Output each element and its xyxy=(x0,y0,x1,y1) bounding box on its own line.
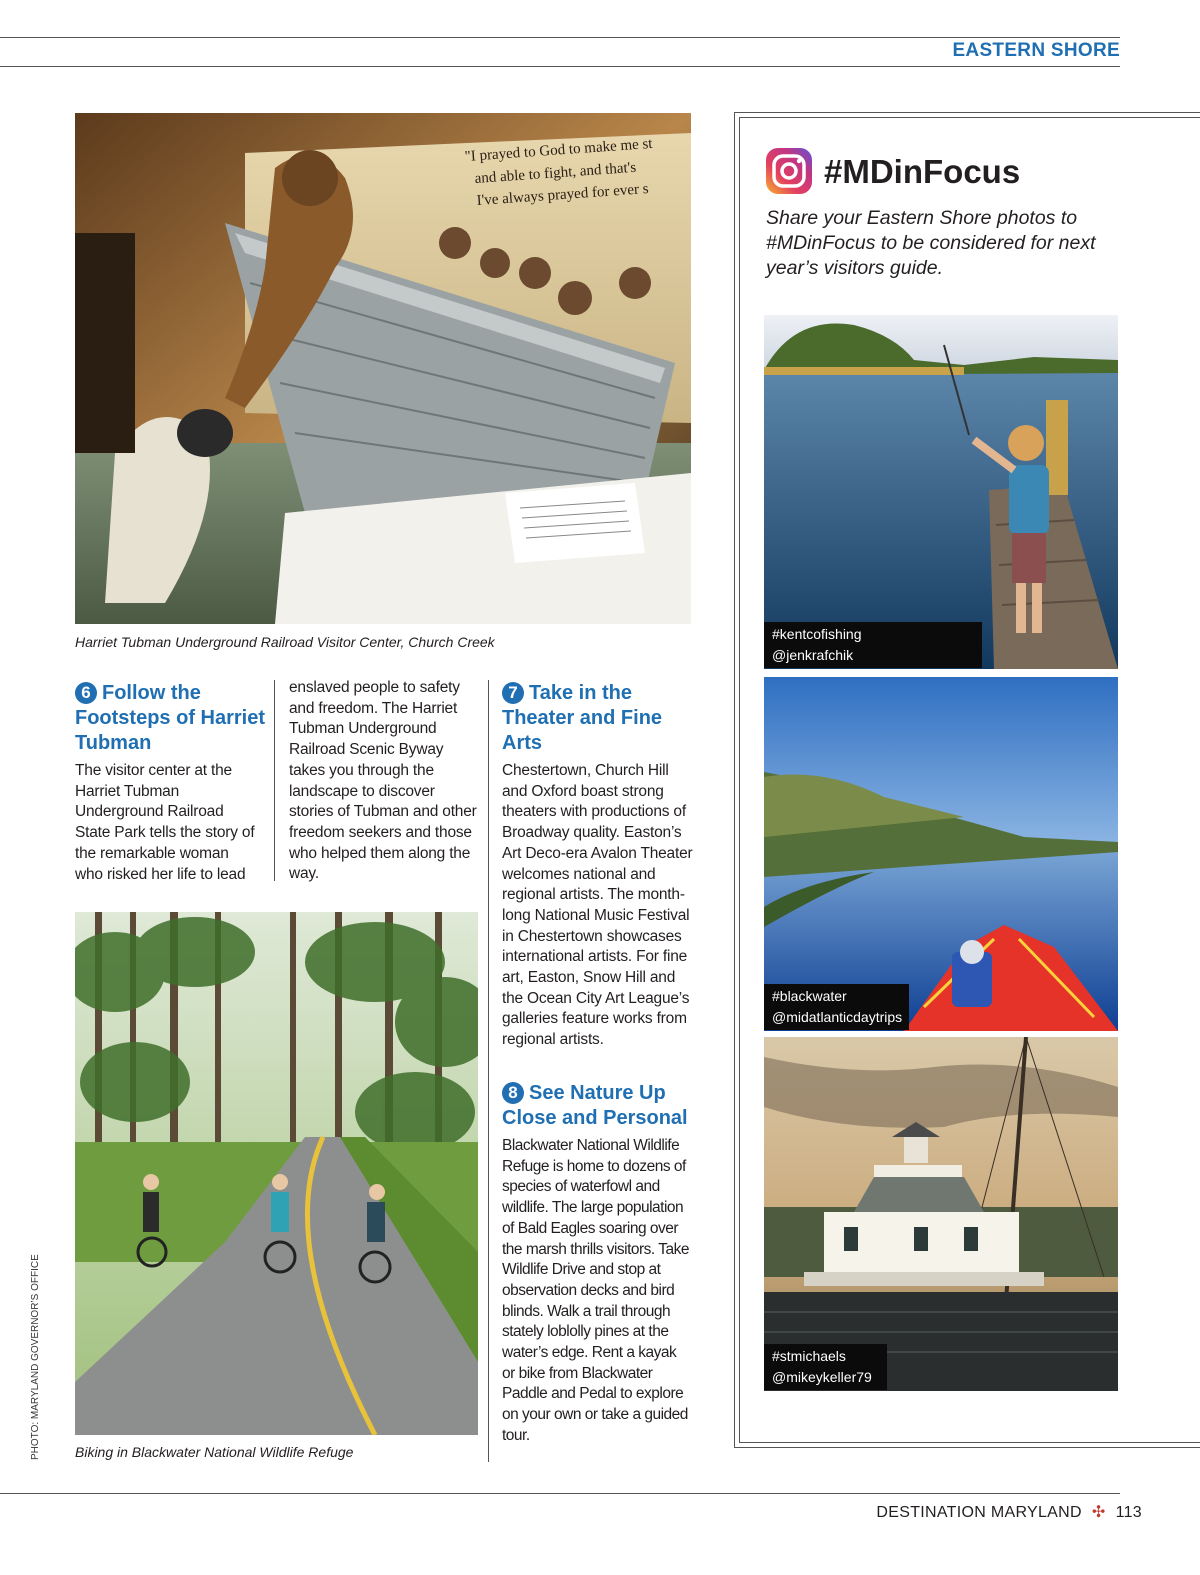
sidebar-photo-3-user: @mikeykeller79 xyxy=(772,1369,872,1385)
footer xyxy=(876,1502,1142,1522)
instagram-icon[interactable] xyxy=(766,148,812,194)
article-6-body-col2: enslaved people to safety and freedom. The Harriet Tubman Underground Railroad Scenic Byway takes you through the landscape to discover stories of Tubman and other freedom seekers and those who helped them along the way. xyxy=(289,679,477,883)
footer-ornament-icon: ✣ xyxy=(1091,1504,1106,1521)
sidebar-photo-fishing xyxy=(764,315,1118,669)
article-7-heading xyxy=(502,681,687,756)
article-6-number: 6 xyxy=(75,682,97,704)
svg-text:and able to fight, and that's: and able to fight, and that's xyxy=(474,159,637,187)
footer-publication: DESTINATION MARYLAND xyxy=(876,1504,1082,1521)
column-divider-2 xyxy=(488,680,489,1462)
article-6-heading xyxy=(75,681,275,756)
article-6-body-col1: The visitor center at the Harriet Tubman Underground Railroad State Park tells the story of the remarkable woman who risked her life to lead xyxy=(75,762,255,883)
sidebar-photo-2-credit xyxy=(764,984,909,1030)
sidebar-intro: Share your Eastern Shore photos to #MDinFocus to be considered for next year’s visitors guide. xyxy=(766,207,1096,279)
article-8-number: 8 xyxy=(502,1082,524,1104)
bike-caption: Biking in Blackwater National Wildlife Refuge xyxy=(75,1444,354,1460)
sidebar-photo-2-user: @midatlanticdaytrips xyxy=(772,1009,903,1025)
sidebar-photo-kayak xyxy=(764,677,1118,1031)
hero-caption: Harriet Tubman Underground Railroad Visitor Center, Church Creek xyxy=(75,634,495,650)
article-7-number: 7 xyxy=(502,682,524,704)
article-8-heading xyxy=(502,1081,697,1131)
footer-rule xyxy=(0,1493,1120,1494)
photo-credit: PHOTO: MARYLAND GOVERNOR’S OFFICE xyxy=(30,1254,41,1460)
sidebar-photo-3-tag: #stmichaels xyxy=(772,1348,846,1364)
article-6-title: Follow the Footsteps of Harriet Tubman xyxy=(75,682,266,754)
page-number: 113 xyxy=(1115,1504,1142,1521)
svg-text:"I prayed to God to make me st: "I prayed to God to make me st xyxy=(464,135,653,165)
column-divider-1 xyxy=(274,680,275,881)
sidebar-photo-1-user: @jenkrafchik xyxy=(772,647,854,663)
article-8-title: See Nature Up Close and Personal xyxy=(502,1082,688,1129)
sidebar-photo-1-tag: #kentcofishing xyxy=(772,626,862,642)
sidebar-photo-1-credit xyxy=(764,622,982,668)
header-bottom-rule xyxy=(0,66,1120,67)
section-label: EASTERN SHORE xyxy=(952,40,1120,61)
article-7-body: Chestertown, Church Hill and Oxford boast strong theaters with productions of Broadway quality. Easton’s Art Deco-era Avalon Theater welcomes national and regional artists. The month-long National Music Festival in Chestertown showcases international artists. For fine art, Easton, Snow Hill and the Ocean City Art League’s galleries feature works from regional artists. xyxy=(502,762,693,1049)
header-top-rule xyxy=(0,37,1120,38)
svg-text:I've always prayed for ever s: I've always prayed for ever s xyxy=(476,181,650,209)
hero-photo xyxy=(75,113,691,624)
article-7-title: Take in the Theater and Fine Arts xyxy=(502,682,663,754)
sidebar-hashtag-title: #MDinFocus xyxy=(824,153,1021,190)
article-8-body: Blackwater National Wildlife Refuge is home to dozens of species of waterfowl and wildlife. The large population of Bald Eagles soaring over the marsh thrills visitors. Take Wildlife Drive and stop at observation decks and bird blinds. Walk a trail through stately loblolly pines at the water’s edge. Rent a kayak or bike from Blackwater Paddle and Pedal to explore on your own or take a guided tour. xyxy=(502,1137,689,1444)
sidebar-photo-lighthouse xyxy=(764,1037,1118,1391)
sidebar-photo-3-credit xyxy=(764,1344,887,1390)
bike-photo xyxy=(75,912,478,1435)
sidebar-photo-2-tag: #blackwater xyxy=(772,988,847,1004)
